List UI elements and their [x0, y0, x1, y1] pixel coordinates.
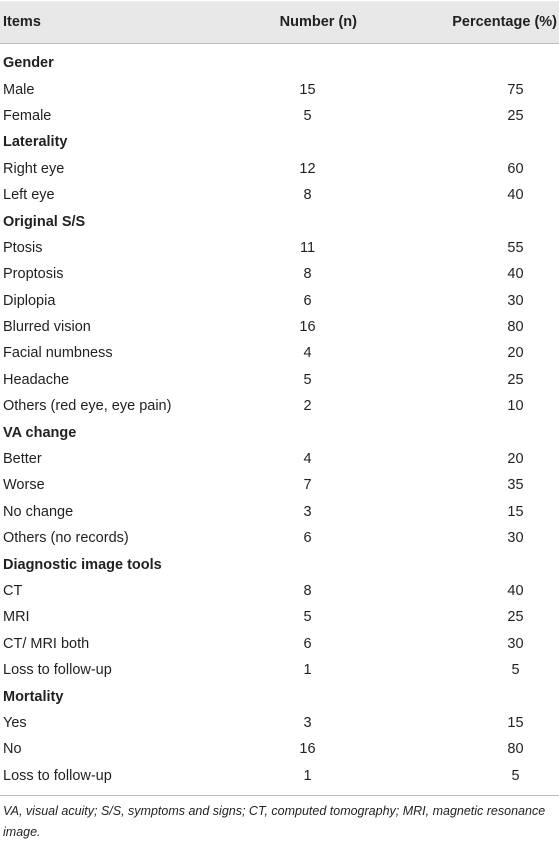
group-header-row [0, 683, 559, 709]
row-label: Headache [3, 371, 70, 388]
group-header-row [0, 129, 559, 155]
row-number: 8 [303, 266, 312, 283]
row-number: 8 [303, 187, 312, 204]
row-percentage: 25 [507, 609, 524, 626]
row-number: 3 [303, 714, 312, 731]
row-number: 12 [299, 160, 316, 177]
row-percentage: 40 [507, 583, 524, 599]
row-number: 5 [303, 609, 312, 626]
row-percentage: 25 [507, 107, 524, 124]
table-row [0, 367, 559, 393]
group-header-row [0, 419, 559, 445]
row-number: 16 [299, 741, 316, 758]
row-label: MRI [3, 609, 30, 626]
row-percentage: 55 [507, 239, 524, 256]
row-number: 5 [303, 107, 312, 124]
table-row [0, 314, 559, 340]
table-row [0, 76, 559, 102]
row-number: 4 [303, 451, 312, 468]
row-percentage: 15 [507, 714, 524, 731]
table-row [0, 182, 559, 208]
row-label: CT [3, 583, 23, 599]
row-percentage: 15 [507, 503, 524, 520]
group-header-row [0, 551, 559, 577]
table-row [0, 631, 559, 657]
row-label: Male [3, 81, 35, 98]
row-label: Better [3, 451, 42, 468]
row-number: 6 [303, 635, 312, 652]
table-row [0, 288, 559, 314]
header-items: Items [0, 1, 232, 44]
row-number: 1 [303, 662, 312, 679]
row-label: Worse [3, 477, 45, 494]
row-percentage: 10 [507, 398, 524, 415]
table-row [0, 736, 559, 762]
table-row [0, 763, 559, 796]
row-label: Left eye [3, 187, 55, 204]
row-number: 5 [303, 371, 312, 388]
row-label: Facial numbness [3, 345, 113, 362]
table-row [0, 472, 559, 498]
row-number: 11 [299, 239, 316, 256]
data-table [0, 1, 559, 796]
row-label: No change [3, 503, 74, 520]
table-row [0, 657, 559, 683]
table-row [0, 710, 559, 736]
row-percentage: 30 [507, 292, 524, 309]
group-label: Original S/S [3, 213, 86, 230]
table-row [0, 393, 559, 419]
row-label: Diplopia [3, 292, 56, 309]
row-label: Loss to follow-up [0, 763, 232, 796]
row-percentage: 5 [382, 763, 559, 796]
header-percentage: Percentage (%) [382, 1, 559, 44]
row-percentage: 20 [507, 345, 524, 362]
row-label: No [3, 741, 22, 758]
row-number: 6 [303, 292, 312, 309]
group-label: Diagnostic image tools [3, 556, 162, 573]
row-label: Blurred vision [3, 319, 91, 336]
row-number: 8 [303, 583, 312, 599]
table-body [0, 44, 559, 796]
row-percentage: 40 [507, 187, 524, 204]
row-number: 2 [303, 398, 312, 415]
table-row [0, 235, 559, 261]
row-label: Female [3, 107, 52, 124]
row-number: 16 [299, 319, 316, 336]
row-number: 7 [303, 477, 312, 494]
table-footnote: VA, visual acuity; S/S, symptoms and signs; CT, computed tomography; MRI, magnetic resonance image. [3, 804, 546, 839]
table-row [0, 103, 559, 129]
row-label: Right eye [3, 160, 65, 177]
table-header [0, 1, 559, 44]
row-number: 3 [303, 503, 312, 520]
row-number: 6 [303, 530, 312, 547]
table-row [0, 261, 559, 287]
group-label: VA change [3, 424, 77, 441]
table-row [0, 340, 559, 366]
row-percentage: 5 [511, 662, 520, 679]
group-header-row [0, 44, 559, 77]
group-header-row [0, 208, 559, 234]
table-row [0, 446, 559, 472]
row-percentage: 35 [507, 477, 524, 494]
row-label: Loss to follow-up [3, 662, 112, 679]
group-label: Laterality [3, 134, 68, 151]
row-percentage: 80 [507, 741, 524, 758]
header-number: Number (n) [232, 1, 382, 44]
row-label: Yes [3, 714, 27, 731]
row-percentage: 30 [507, 530, 524, 547]
row-label: CT/ MRI both [3, 635, 90, 652]
table-row [0, 525, 559, 551]
group-label: Gender [3, 55, 54, 72]
row-label: Proptosis [3, 266, 64, 283]
row-percentage: 75 [507, 81, 524, 98]
header-row [0, 1, 559, 44]
table-row [0, 604, 559, 630]
row-number: 1 [232, 763, 382, 796]
row-label: Others (red eye, eye pain) [3, 398, 172, 415]
row-percentage: 60 [507, 160, 524, 177]
table-row [0, 156, 559, 182]
row-percentage: 30 [507, 635, 524, 652]
row-number: 4 [303, 345, 312, 362]
row-label: Others (no records) [3, 530, 129, 547]
table-row [0, 578, 559, 604]
row-percentage: 25 [507, 371, 524, 388]
row-percentage: 40 [507, 266, 524, 283]
group-label: Mortality [3, 688, 64, 705]
row-percentage: 80 [507, 319, 524, 336]
table-row [0, 499, 559, 525]
row-percentage: 20 [507, 451, 524, 468]
row-number: 15 [299, 81, 316, 98]
row-label: Ptosis [3, 239, 43, 256]
